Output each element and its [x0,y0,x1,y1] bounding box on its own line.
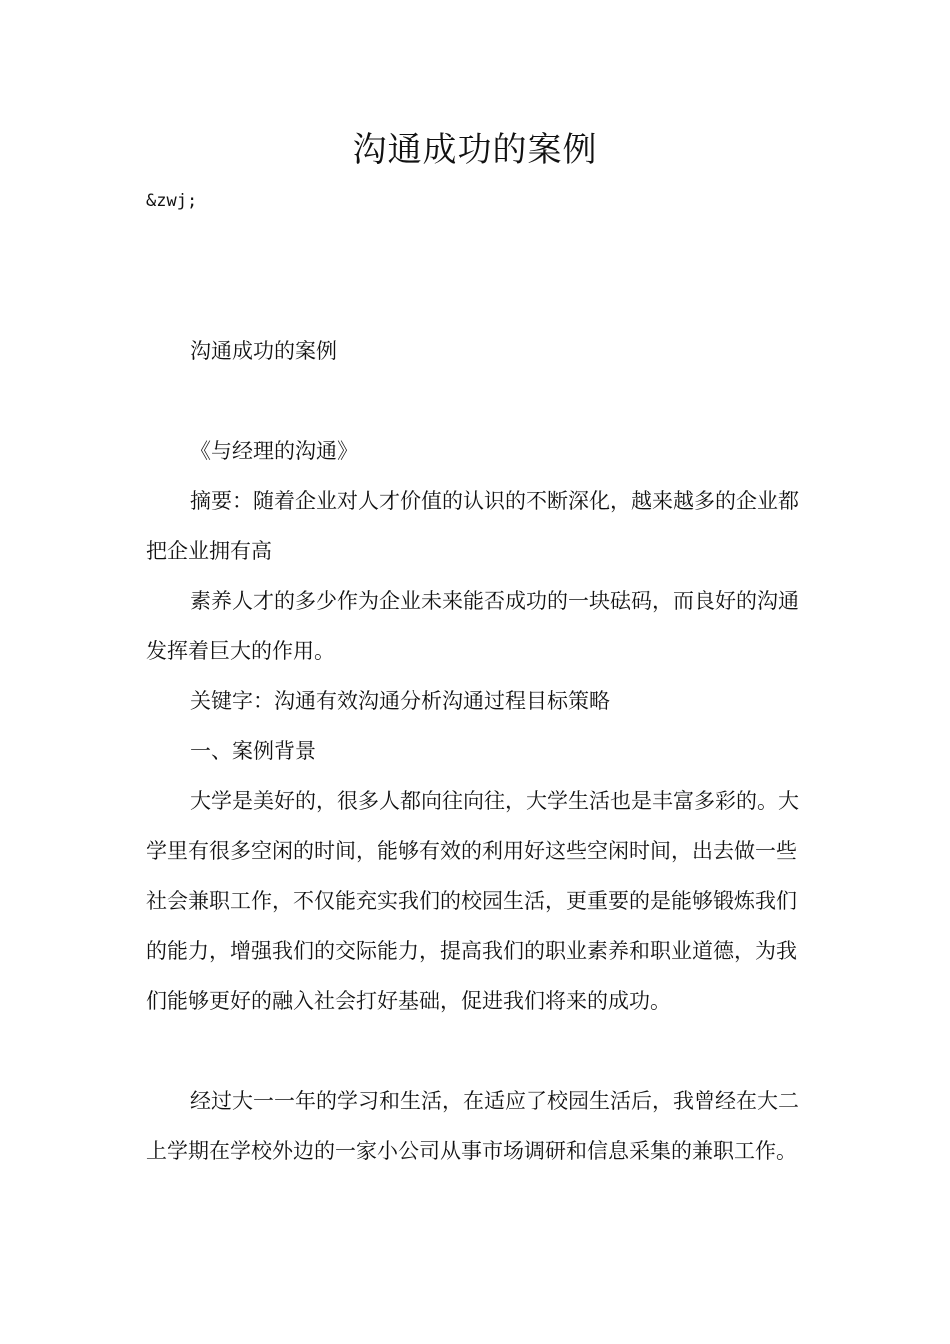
background-paragraph-1: 大学是美好的，很多人都向往向往，大学生活也是丰富多彩的。大学里有很多空闲的时间，能够有效的利用好这些空闲时间，出去做一些社会兼职工作，不仅能充实我们的校园生活，更重要的是能够锻炼我们的能力，增强我们的交际能力，提高我们的职业素养和职业道德，为我们能够更好的融入社会打好基础，促进我们将来的成功。 [146,789,799,1013]
background-paragraph-2: 经过大一一年的学习和生活，在适应了校园生活后，我曾经在大二上学期在学校外边的一家小公司从事市场调研和信息采集的兼职工作。 [146,1089,799,1163]
subtitle: 沟通成功的案例 [190,339,337,363]
document-title: 沟通成功的案例 [352,130,598,170]
book-title: 《与经理的沟通》 [190,439,358,463]
abstract-paragraph-2: 素养人才的多少作为企业未来能否成功的一块砝码，而良好的沟通发挥着巨大的作用。 [146,589,799,663]
stray-entity-text: &zwj; [146,191,198,211]
keywords-line: 关键字：沟通有效沟通分析沟通过程目标策略 [190,689,610,713]
section-heading-background: 一、案例背景 [190,739,316,763]
abstract-paragraph-1: 摘要：随着企业对人才价值的认识的不断深化，越来越多的企业都把企业拥有高 [146,489,799,563]
